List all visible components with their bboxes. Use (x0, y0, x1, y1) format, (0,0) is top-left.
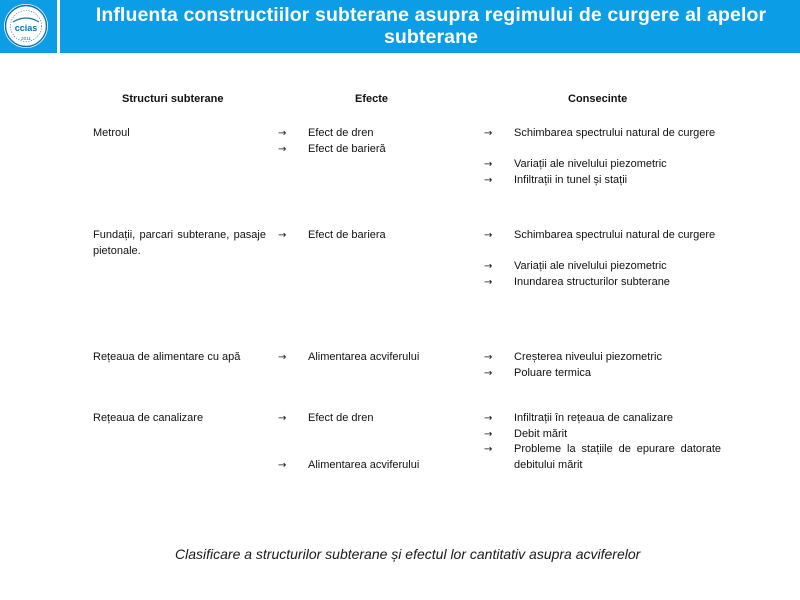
row-2-structure: Fundații, parcari subterane, pasaje pietonale. (93, 229, 266, 257)
row-4-effect-2: Alimentarea acviferului (308, 459, 420, 471)
row-1-consequence-3: Infiltrații in tunel și stații (514, 174, 628, 186)
row-3-consequence-1: Creșterea niveului piezometric (514, 351, 662, 363)
arrow-icon: → (278, 413, 287, 424)
arrow-icon: → (484, 175, 493, 186)
arrow-icon: → (484, 413, 493, 424)
arrow-icon: → (278, 230, 287, 241)
row-1-structure: Metroul (93, 127, 130, 139)
row-4-structure: Rețeaua de canalizare (93, 412, 204, 424)
row-2-consequence-3: Inundarea structurilor subterane (514, 276, 670, 288)
row-3-effect-1: Alimentarea acviferului (308, 351, 420, 363)
arrow-icon: → (278, 128, 287, 139)
arrow-icon: → (484, 261, 493, 272)
header-separator (57, 0, 60, 53)
column-header-structures: Structuri subterane (122, 93, 224, 105)
row-2-consequence-1: Schimbarea spectrului natural de curgere (514, 229, 716, 241)
row-1-effect-1: Efect de dren (308, 127, 374, 139)
arrow-icon: → (484, 429, 493, 440)
arrow-icon: → (278, 352, 287, 363)
column-header-effects: Efecte (355, 93, 389, 105)
row-1-consequence-2: Variații ale nivelului piezometric (514, 158, 667, 170)
row-4-consequence-1: Infiltrații în rețeaua de canalizare (514, 412, 673, 424)
figure-caption: Clasificare a structurilor subterane și efectul lor cantitativ asupra acviferelor (175, 546, 641, 562)
row-3-structure: Rețeaua de alimentare cu apă (93, 351, 241, 363)
logo-year: 2011 (21, 36, 31, 41)
row-1-consequence-1: Schimbarea spectrului natural de curgere (514, 127, 716, 139)
arrow-icon: → (278, 460, 287, 471)
row-4-consequence-2: Debit mărit (514, 428, 568, 440)
row-1-effect-2: Efect de barieră (308, 143, 386, 155)
logo (0, 0, 54, 53)
arrow-icon: → (484, 352, 493, 363)
arrow-icon: → (484, 159, 493, 170)
logo-text: ccias (14, 23, 38, 33)
row-2-effect-1: Efect de bariera (308, 229, 386, 241)
row-3-consequence-2: Poluare termica (514, 367, 592, 379)
arrow-icon: → (484, 368, 493, 379)
column-header-consequences: Consecinte (568, 93, 628, 105)
arrow-icon: → (484, 128, 493, 139)
arrow-icon: → (484, 277, 493, 288)
page-title: Influenta constructiilor subterane asupra regimului de curgere al apelor subterane (95, 4, 767, 48)
arrow-icon: → (484, 444, 493, 455)
arrow-icon: → (484, 230, 493, 241)
row-4-effect-1: Efect de dren (308, 412, 374, 424)
arrow-icon: → (278, 144, 287, 155)
ccias-logo-icon (0, 0, 54, 53)
row-2-consequence-2: Variații ale nivelului piezometric (514, 260, 667, 272)
row-4-consequence-3: Probleme la stațiile de epurare datorate debitului mărit (514, 443, 721, 471)
